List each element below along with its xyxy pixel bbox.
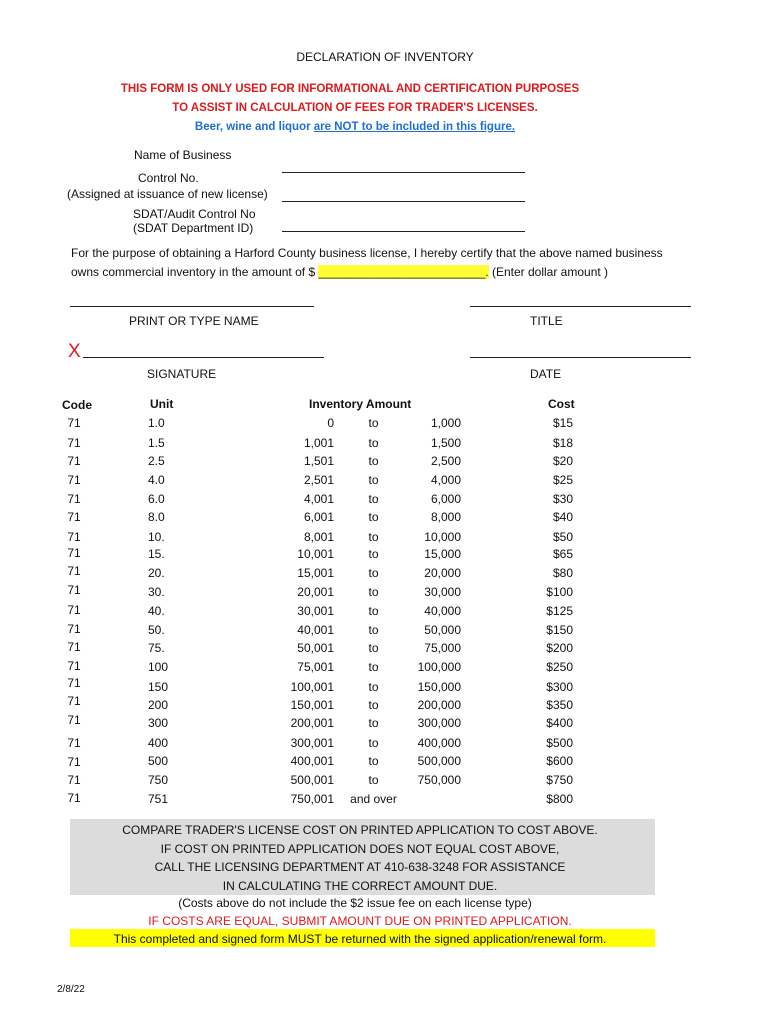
alcohol-note-start: Beer, wine and liquor [194, 121, 314, 133]
control-no-label: Control No. [138, 171, 199, 185]
fee-to-cell: 400,000 [417, 736, 461, 750]
fee-code-cell: 71 [67, 564, 81, 578]
footer-date: 2/8/22 [57, 984, 85, 995]
fee-unit-cell: 40. [148, 604, 165, 618]
fee-code-cell: 71 [67, 694, 81, 708]
fee-from-cell: 10,001 [297, 547, 334, 561]
notice-line-3: CALL THE LICENSING DEPARTMENT AT 410-638-3248 FOR ASSISTANCE [154, 860, 566, 874]
fee-to-cell: 1,000 [430, 416, 461, 430]
fee-range-sep-cell: to [368, 736, 379, 750]
fee-cost-cell: $30 [552, 492, 573, 506]
fee-code-cell: 71 [67, 773, 81, 787]
notice-line-6: IF COSTS ARE EQUAL, SUBMIT AMOUNT DUE ON PRINTED APPLICATION. [148, 914, 572, 928]
fee-to-cell: 10,000 [424, 530, 461, 544]
fee-cost-cell: $15 [552, 416, 573, 430]
fee-cost-cell: $20 [552, 454, 573, 468]
fee-code-cell: 71 [67, 622, 81, 636]
fee-to-cell: 150,000 [417, 680, 461, 694]
sdat-field[interactable] [282, 231, 525, 232]
notice-line-1: COMPARE TRADER'S LICENSE COST ON PRINTED APPLICATION TO COST ABOVE. [122, 823, 598, 837]
notice-line-2: IF COST ON PRINTED APPLICATION DOES NOT EQUAL COST ABOVE, [160, 842, 560, 856]
date-label: DATE [530, 367, 562, 381]
fee-from-cell: 1,501 [303, 454, 334, 468]
fee-to-cell: 500,000 [417, 754, 461, 768]
fee-cost-cell: $18 [552, 436, 573, 450]
fee-to-cell: 1,500 [430, 436, 461, 450]
fee-unit-cell: 500 [148, 754, 169, 768]
fee-code-cell: 71 [67, 546, 81, 560]
fee-to-cell: 100,000 [417, 660, 461, 674]
fee-code-cell: 71 [67, 530, 81, 544]
fee-cost-cell: $500 [546, 736, 573, 750]
fee-cost-cell: $400 [546, 716, 573, 730]
notice-line-4: IN CALCULATING THE CORRECT AMOUNT DUE. [222, 879, 498, 893]
fee-unit-cell: 2.5 [148, 454, 165, 468]
fee-cost-cell: $300 [546, 680, 573, 694]
alcohol-exclusion-note [0, 121, 710, 133]
title-label: TITLE [530, 314, 563, 328]
fee-to-cell: 750,000 [417, 773, 461, 787]
fee-range-sep-cell: to [368, 454, 379, 468]
page-title: DECLARATION OF INVENTORY [296, 50, 474, 64]
fee-from-cell: 100,001 [290, 680, 334, 694]
fee-code-cell: 71 [67, 713, 81, 727]
notice-line-7: This completed and signed form MUST be returned with the signed application/renewal form. [113, 932, 607, 946]
fee-to-cell: 6,000 [430, 492, 461, 506]
signature-x-mark: X [68, 341, 81, 362]
certification-line-2 [71, 265, 608, 279]
fee-code-cell: 71 [67, 640, 81, 654]
fee-code-cell: 71 [67, 583, 81, 597]
fee-unit-cell: 200 [148, 698, 169, 712]
fee-range-sep-cell: to [368, 773, 379, 787]
fee-code-cell: 71 [67, 492, 81, 506]
fee-from-cell: 50,001 [297, 641, 334, 655]
fee-range-sep-cell: to [368, 641, 379, 655]
fee-unit-cell: 6.0 [148, 492, 165, 506]
fee-code-cell: 71 [67, 676, 81, 690]
inventory-amount-header: Inventory Amount [309, 397, 412, 411]
fee-unit-cell: 300 [148, 716, 169, 730]
fee-range-sep-cell: to [368, 660, 379, 674]
print-name-line[interactable] [70, 306, 314, 307]
date-line[interactable] [470, 357, 691, 358]
fee-from-cell: 30,001 [297, 604, 334, 618]
fee-range-sep-cell: to [368, 492, 379, 506]
fee-unit-cell: 15. [148, 547, 165, 561]
notice-line-5: (Costs above do not include the $2 issue fee on each license type) [178, 896, 532, 910]
fee-cost-cell: $600 [546, 754, 573, 768]
fee-cost-cell: $50 [552, 530, 573, 544]
fee-range-sep-cell: to [368, 473, 379, 487]
fee-code-cell: 71 [67, 416, 81, 430]
fee-unit-cell: 4.0 [148, 473, 165, 487]
fee-from-cell: 8,001 [303, 530, 334, 544]
fee-code-cell: 71 [67, 791, 81, 805]
fee-to-cell: 8,000 [430, 510, 461, 524]
fee-cost-cell: $100 [546, 585, 573, 599]
fee-to-cell: 2,500 [430, 454, 461, 468]
fee-cost-cell: $200 [546, 641, 573, 655]
certification-line-1 [71, 246, 663, 260]
fee-from-cell: 15,001 [297, 566, 334, 580]
fee-cost-cell: $150 [546, 623, 573, 637]
warning-line-1: THIS FORM IS ONLY USED FOR INFORMATIONAL AND CERTIFICATION PURPOSES [120, 83, 580, 95]
fee-from-cell: 1,001 [303, 436, 334, 450]
fee-from-cell: 300,001 [290, 736, 334, 750]
fee-range-sep-cell: to [368, 585, 379, 599]
fee-cost-cell: $65 [552, 547, 573, 561]
fee-cost-cell: $250 [546, 660, 573, 674]
fee-from-cell: 40,001 [297, 623, 334, 637]
fee-code-cell: 71 [67, 755, 81, 769]
fee-unit-cell: 50. [148, 623, 165, 637]
fee-from-cell: 500,001 [290, 773, 334, 787]
fee-to-cell: 20,000 [424, 566, 461, 580]
fee-range-sep-cell: to [368, 754, 379, 768]
fee-range-sep-cell: to [368, 604, 379, 618]
signature-line[interactable] [83, 357, 324, 358]
certify-amount-hint: (Enter dollar amount ) [488, 265, 609, 279]
cost-header: Cost [548, 397, 575, 411]
fee-range-sep-cell: to [368, 436, 379, 450]
title-line[interactable] [470, 306, 691, 307]
sdat-sublabel: (SDAT Department ID) [133, 221, 254, 235]
fee-unit-cell: 8.0 [148, 510, 165, 524]
fee-unit-cell: 10. [148, 530, 165, 544]
fee-range-sep-cell: to [368, 698, 379, 712]
fee-code-cell: 71 [67, 436, 81, 450]
fee-code-cell: 71 [67, 736, 81, 750]
fee-range-sep-cell: to [368, 416, 379, 430]
fee-range-sep-cell: to [368, 510, 379, 524]
certify-amount-label: owns commercial inventory in the amount of $ [71, 265, 319, 279]
code-header: Code [62, 398, 92, 412]
fee-range-sep-cell: to [368, 716, 379, 730]
fee-from-cell: 2,501 [303, 473, 334, 487]
fee-from-cell: 150,001 [290, 698, 334, 712]
alcohol-note-emphasis: are NOT to be included in this figure. [313, 121, 516, 133]
fee-range-sep-cell: to [368, 566, 379, 580]
fee-from-cell: 400,001 [290, 754, 334, 768]
control-no-sublabel: (Assigned at issuance of new license) [67, 187, 268, 201]
fee-from-cell: 0 [327, 416, 334, 430]
print-name-label: PRINT OR TYPE NAME [129, 314, 259, 328]
fee-cost-cell: $25 [552, 473, 573, 487]
fee-cost-cell: $125 [546, 604, 573, 618]
fee-from-cell: 75,001 [297, 660, 334, 674]
fee-from-cell: 750,001 [290, 792, 334, 806]
certify-start: For the purpose of obtaining a [71, 246, 235, 260]
fee-from-cell: 4,001 [303, 492, 334, 506]
fee-code-cell: 71 [67, 659, 81, 673]
fee-cost-cell: $350 [546, 698, 573, 712]
fee-range-sep-cell: and over [350, 792, 397, 806]
control-no-field[interactable] [282, 201, 525, 202]
fee-to-cell: 4,000 [430, 473, 461, 487]
fee-to-cell: 300,000 [417, 716, 461, 730]
fee-unit-cell: 20. [148, 566, 165, 580]
fee-to-cell: 50,000 [424, 623, 461, 637]
fee-cost-cell: $750 [546, 773, 573, 787]
fee-to-cell: 200,000 [417, 698, 461, 712]
fee-cost-cell: $800 [546, 792, 573, 806]
sdat-label: SDAT/Audit Control No [133, 207, 256, 221]
fee-unit-cell: 400 [148, 736, 169, 750]
fee-code-cell: 71 [67, 454, 81, 468]
fee-to-cell: 15,000 [424, 547, 461, 561]
business-name-field[interactable] [282, 172, 525, 173]
fee-from-cell: 200,001 [290, 716, 334, 730]
fee-code-cell: 71 [67, 473, 81, 487]
fee-unit-cell: 1.5 [148, 436, 165, 450]
fee-range-sep-cell: to [368, 547, 379, 561]
dollar-amount-field[interactable]: _________________________. [318, 265, 489, 279]
fee-code-cell: 71 [67, 510, 81, 524]
fee-code-cell: 71 [67, 603, 81, 617]
fee-range-sep-cell: to [368, 623, 379, 637]
fee-unit-cell: 100 [148, 660, 169, 674]
warning-line-2: TO ASSIST IN CALCULATION OF FEES FOR TRADER'S LICENSES. [172, 102, 538, 114]
fee-unit-cell: 75. [148, 641, 165, 655]
signature-label: SIGNATURE [147, 367, 217, 381]
fee-from-cell: 6,001 [303, 510, 334, 524]
fee-cost-cell: $40 [552, 510, 573, 524]
business-name-label: Name of Business [134, 148, 232, 162]
fee-unit-cell: 751 [148, 792, 169, 806]
fee-range-sep-cell: to [368, 680, 379, 694]
fee-cost-cell: $80 [552, 566, 573, 580]
fee-to-cell: 75,000 [424, 641, 461, 655]
unit-header: Unit [150, 397, 174, 411]
fee-unit-cell: 750 [148, 773, 169, 787]
fee-to-cell: 30,000 [424, 585, 461, 599]
fee-to-cell: 40,000 [424, 604, 461, 618]
fee-range-sep-cell: to [368, 530, 379, 544]
fee-unit-cell: 1.0 [148, 416, 165, 430]
fee-unit-cell: 30. [148, 585, 165, 599]
fee-unit-cell: 150 [148, 680, 169, 694]
fee-from-cell: 20,001 [297, 585, 334, 599]
certify-rest: Harford County business license, I hereby certify that the above named business [234, 246, 663, 260]
